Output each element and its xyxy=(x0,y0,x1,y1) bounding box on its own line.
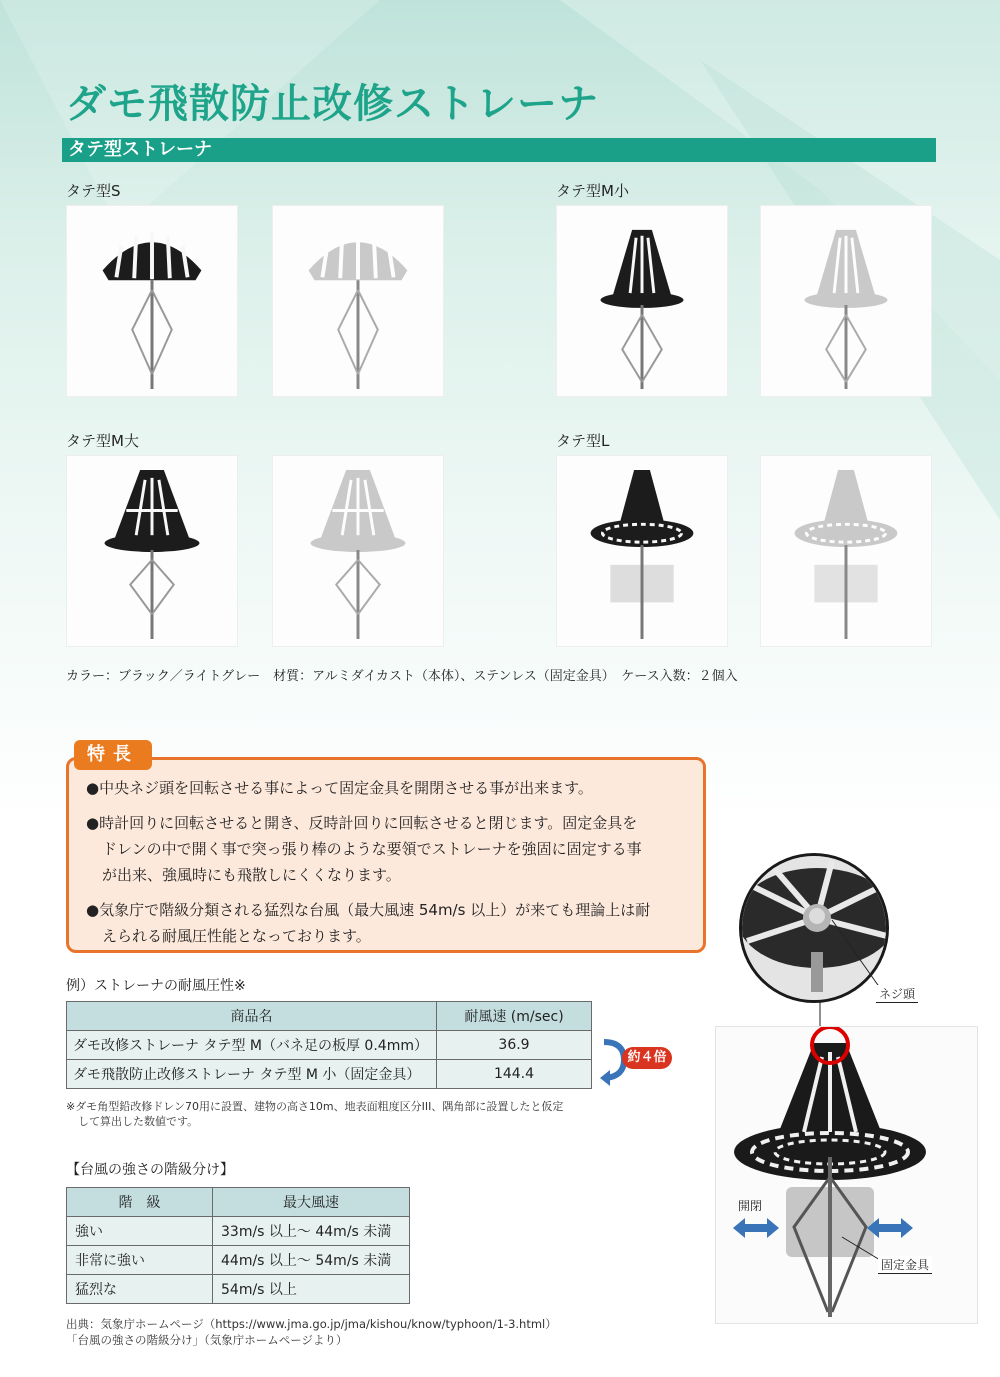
strainer-gray-icon xyxy=(273,456,443,646)
table-cell: ダモ飛散防止改修ストレーナ タテ型 M 小（固定金具） xyxy=(67,1060,437,1089)
strainer-gray-icon xyxy=(273,206,443,396)
table-cell: 36.9 xyxy=(437,1031,592,1060)
product-label-m-large: タテ型M大 xyxy=(66,432,139,450)
product-label-l: タテ型L xyxy=(556,432,610,450)
source-line: 出典：気象庁ホームページ（https://www.jma.go.jp/jma/kishou/know/typhoon/1-3.html） xyxy=(66,1317,557,1331)
open-close-label: 開閉 xyxy=(738,1199,763,1213)
wind-table-caption: 例）ストレーナの耐風圧性※ xyxy=(66,978,246,994)
photo-m-small-gray xyxy=(760,205,932,397)
photo-s-black xyxy=(66,205,238,397)
feature-item: ●時計回りに回転させると開き、反時計回りに回転させると閉じます。固定金具を xyxy=(86,814,638,832)
photo-m-large-black xyxy=(66,455,238,647)
wind-note: ※ダモ角型鉛改修ドレン70用に設置、建物の高さ10m、地表面粗度区分III、隅角部に設置したと仮定 xyxy=(66,1100,564,1113)
wind-table-header: 商品名 xyxy=(67,1002,437,1031)
strainer-gray-icon xyxy=(761,456,931,646)
spec-line: カラー：ブラック／ライトグレー 材質：アルミダイカスト（本体）、ステンレス（固定金具） ケース入数：２個入 xyxy=(66,669,738,684)
feature-item: ●気象庁で階級分類される猛烈な台風（最大風速 54m/s 以上）が来ても理論上は耐 xyxy=(86,901,651,919)
strainer-black-icon xyxy=(67,206,237,396)
strainer-black-icon xyxy=(557,206,727,396)
typhoon-table-header: 階 級 xyxy=(67,1188,213,1217)
table-cell: 44m/s 以上～ 54m/s 未満 xyxy=(213,1246,410,1275)
table-cell: 非常に強い xyxy=(67,1246,213,1275)
wind-note: して算出した数値です。 xyxy=(78,1115,199,1128)
photo-m-large-gray xyxy=(272,455,444,647)
double-arrow-icon xyxy=(733,1218,779,1238)
wind-table xyxy=(66,1001,592,1089)
wind-table-header: 耐風速 (m/sec) xyxy=(437,1002,592,1031)
strainer-black-icon xyxy=(67,456,237,646)
feature-item: ●中央ネジ頭を回転させる事によって固定金具を開閉させる事が出来ます。 xyxy=(86,779,593,797)
table-row xyxy=(67,1031,592,1060)
section-heading: タテ型ストレーナ xyxy=(62,138,936,162)
clamp-label: 固定金具 xyxy=(878,1256,932,1274)
product-label-s: タテ型S xyxy=(66,182,121,200)
typhoon-table-caption: 【台風の強さの階級分け】 xyxy=(66,1162,234,1178)
strainer-diagram xyxy=(715,1026,978,1324)
strainer-gray-icon xyxy=(761,206,931,396)
table-cell: 144.4 xyxy=(437,1060,592,1089)
table-cell: 33m/s 以上～ 44m/s 未満 xyxy=(213,1217,410,1246)
typhoon-table xyxy=(66,1187,410,1304)
photo-s-gray xyxy=(272,205,444,397)
table-cell: 54m/s 以上 xyxy=(213,1275,410,1304)
feature-item: ドレンの中で開く事で突っ張り棒のような要領でストレーナを強固に固定する事 xyxy=(102,840,642,858)
callout-line xyxy=(830,918,890,990)
multiplier-badge: 約４倍 xyxy=(622,1047,672,1069)
product-label-m-small: タテ型M小 xyxy=(556,182,629,200)
source-line: 「台風の強さの階級分け」（気象庁ホームページより） xyxy=(66,1333,348,1347)
feature-item: えられる耐風圧性能となっております。 xyxy=(102,927,371,945)
table-cell: 猛烈な xyxy=(67,1275,213,1304)
table-row xyxy=(67,1060,592,1089)
typhoon-table-header: 最大風速 xyxy=(213,1188,410,1217)
features-tag: 特長 xyxy=(74,740,152,770)
table-row xyxy=(67,1217,410,1246)
page-title: ダモ飛散防止改修ストレーナ xyxy=(66,81,599,127)
photo-l-black xyxy=(556,455,728,647)
screw-head-label: ネジ頭 xyxy=(876,985,918,1003)
table-row xyxy=(67,1246,410,1275)
photo-m-small-black xyxy=(556,205,728,397)
feature-item: が出来、強風時にも飛散しにくくなります。 xyxy=(102,866,401,884)
table-cell: 強い xyxy=(67,1217,213,1246)
strainer-black-icon xyxy=(557,456,727,646)
table-row xyxy=(67,1275,410,1304)
table-cell: ダモ改修ストレーナ タテ型 M（バネ足の板厚 0.4mm） xyxy=(67,1031,437,1060)
photo-l-gray xyxy=(760,455,932,647)
